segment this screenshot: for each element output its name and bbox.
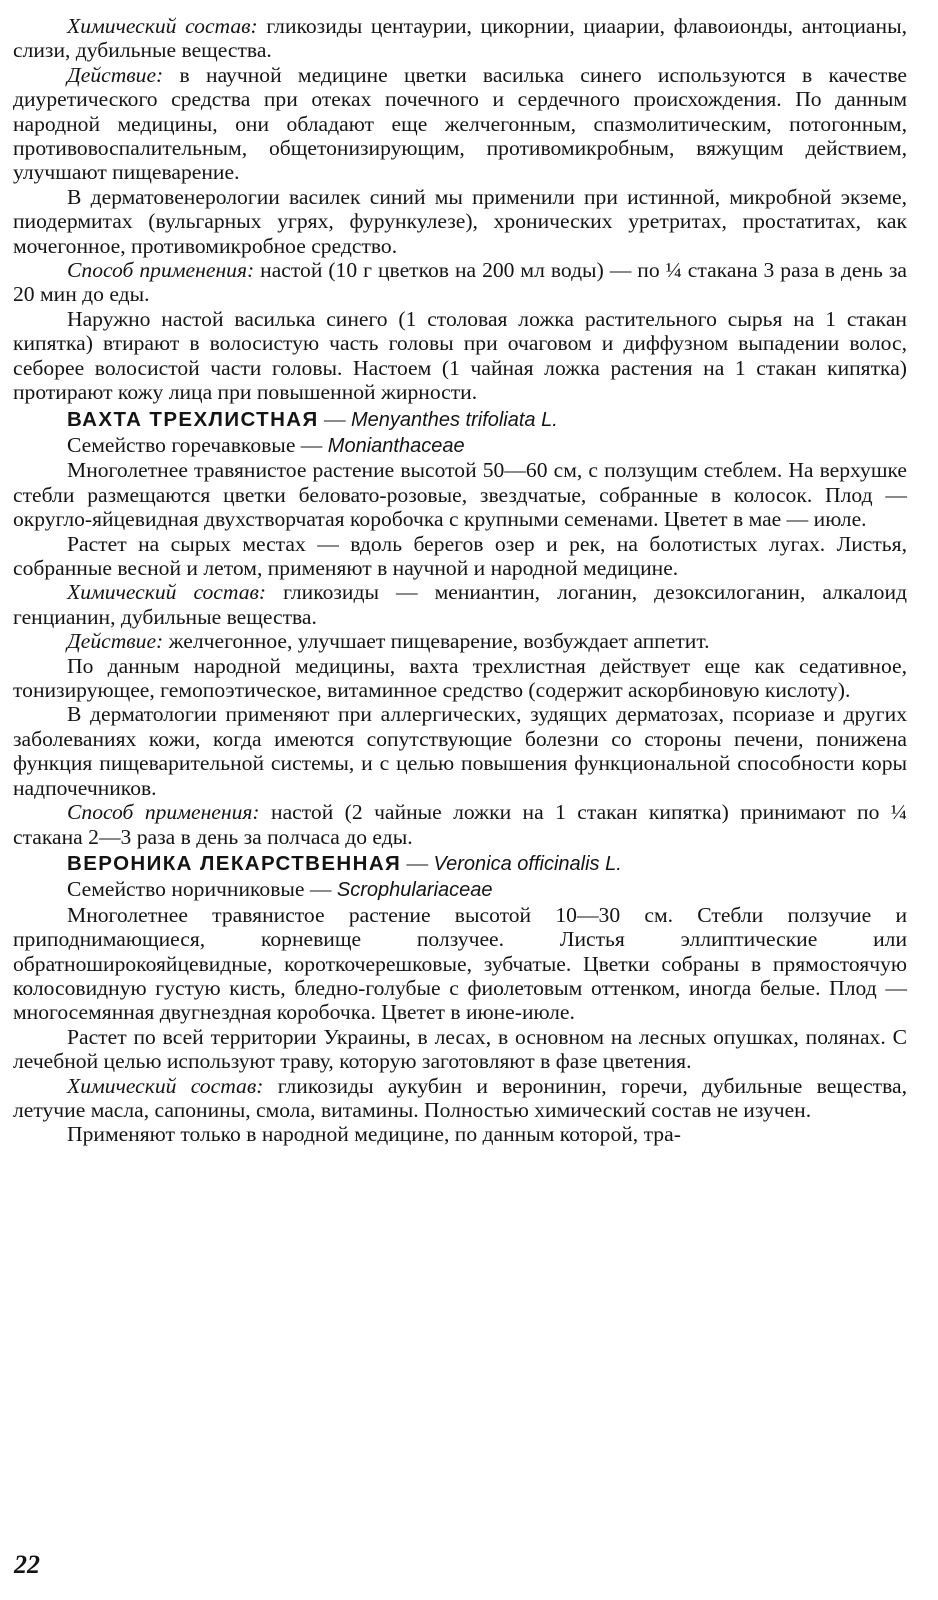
paragraph-text: Растет по всей территории Украины, в лесах, в основном на лесных опушках, полянах. С лечебной целью используют траву, которую заготовляют в фазе цветения. <box>13 1024 907 1074</box>
paragraph-text: По данным народной медицины, вахта трехлистная действует еще как седативное, тонизирующее, гемопоэтическое, витаминное средство (содержит аскорбиновую кислоту). <box>13 653 907 703</box>
paragraph-text: В дерматовенерологии василек синий мы применили при истинной, микробной экземе, пиодермитах (вульгарных угрях, фурункулезе), хронических уретритах, простатитах, как мочегонное, противомикробное средство. <box>13 184 907 258</box>
plant-heading <box>13 407 907 434</box>
plant-family <box>13 433 907 458</box>
paragraph-text: гликозиды — мениантин, логанин, дезоксилоганин, алкалоид генцианин, дубильные вещества. <box>13 580 907 629</box>
paragraph-text: настой (10 г цветков на 200 мл воды) — по ¼ стакана 3 раза в день за 20 мин до еды. <box>13 258 907 307</box>
paragraph-text: Многолетнее травянистое растение высотой 10—30 см. Стебли ползучие и приподнимающиеся, корневище ползучее. Листья эллиптические или обратноширокояйцевидные, короткочерешковые, зубчатые. Цветки собраны в прямостоячую колосовидную густую кисть, бледно-голубые с фиолетовым оттенком, иногда белые. Плод — многосемянная двугнездная коробочка. Цветет в июне-июле. <box>13 902 907 1025</box>
paragraph-text: гликозиды центаурии, цикорнии, циаарии, флавоионды, антоцианы, слизи, дубильные вещества. <box>13 14 907 63</box>
paragraph <box>13 702 907 800</box>
paragraph <box>13 629 907 653</box>
paragraph-text: желчегонное, улучшает пищеварение, возбуждает аппетит. <box>163 629 710 654</box>
family-label: Семейство норичниковые — <box>67 877 337 902</box>
paragraph-lead: Действие: <box>67 629 164 654</box>
plant-name: ВАХТА ТРЕХЛИСТНАЯ <box>67 407 319 431</box>
paragraph-text: Применяют только в народной медицине, по данным которой, тра- <box>67 1122 681 1147</box>
paragraph <box>13 1122 907 1146</box>
paragraph <box>13 185 907 258</box>
family-label: Семейство горечавковые — <box>67 433 328 457</box>
family-latin: Scrophulariaceae <box>336 879 493 902</box>
plant-latin-name: Menyanthes trifoliata L. <box>351 408 558 431</box>
paragraph <box>13 458 907 531</box>
paragraph-lead: Способ применения: <box>67 800 260 825</box>
page-number: 22 <box>14 1550 40 1579</box>
paragraph-text: гликозиды аукубин и веронинин, горечи, дубильные вещества, летучие масла, сапонины, смола, витамины. Полностью химический состав не изучен. <box>13 1073 907 1123</box>
paragraph-lead: Химический состав: <box>67 1073 264 1098</box>
page-body <box>13 14 907 1147</box>
paragraph <box>13 532 907 581</box>
paragraph <box>13 800 907 849</box>
plant-family <box>13 877 907 902</box>
paragraph <box>13 307 907 405</box>
paragraph-text: в научной медицине цветки василька синего используются в качестве диуретического средства при отеках почечного и сердечного происхождения. По данным народной медицины, они обладают еще желчегонным, спазмолитическим, потогонным, противовоспалительным, общетонизирующим, противомикробным, вяжущим действием, улучшают пищеварение. <box>13 62 907 185</box>
paragraph-text: Наружно настой василька синего (1 столовая ложка растительного сырья на 1 стакан кипятка) втирают в волосистую часть головы при очаговом и диффузном выпадении волос, себорее волосистой части головы. Настоем (1 чайная ложка растения на 1 стакан кипятка) протирают кожу лица при повышенной жирности. <box>13 306 907 405</box>
paragraph-lead: Химический состав: <box>67 580 267 605</box>
paragraph <box>13 14 907 63</box>
paragraph-text: Многолетнее травянистое растение высотой 50—60 см, с ползущим стеблем. На верхушке стебли размещаются цветки беловато-розовые, звездчатые, собранные в колосок. Плод — округло-яйцевидная двухстворчатая коробочка с крупными семенами. Цветет в мае — июле. <box>13 458 907 532</box>
heading-dash: — <box>318 406 352 431</box>
paragraph-lead: Химический состав: <box>67 14 258 38</box>
paragraph <box>13 654 907 703</box>
paragraph-lead: Способ применения: <box>67 258 255 283</box>
paragraph <box>13 63 907 185</box>
paragraph <box>13 1074 907 1123</box>
paragraph-text: Растет на сырых местах — вдоль берегов озер и рек, на болотистых лугах. Листья, собранные весной и летом, применяют в научной и народной медицине. <box>13 531 907 581</box>
plant-name: ВЕРОНИКА ЛЕКАРСТВЕННАЯ <box>67 851 402 875</box>
paragraph-text: В дерматологии применяют при аллергических, зудящих дерматозах, псориазе и других заболеваниях кожи, когда имеются сопутствующие болезни со стороны печени, понижена функция пищеварительной системы, и с целью повышения функциональной способности коры надпочечников. <box>13 702 907 800</box>
paragraph <box>13 1025 907 1074</box>
paragraph <box>13 580 907 629</box>
heading-dash: — <box>401 850 434 875</box>
paragraph <box>13 258 907 307</box>
plant-heading <box>13 851 907 878</box>
plant-latin-name: Veronica officinalis L. <box>433 852 622 875</box>
paragraph-lead: Действие: <box>67 62 164 87</box>
family-latin: Monianthaceae <box>327 435 465 457</box>
paragraph <box>13 903 907 1025</box>
paragraph-text: настой (2 чайные ложки на 1 стакан кипятка) принимают по ¼ стакана 2—3 раза в день за полчаса до еды. <box>13 800 907 849</box>
